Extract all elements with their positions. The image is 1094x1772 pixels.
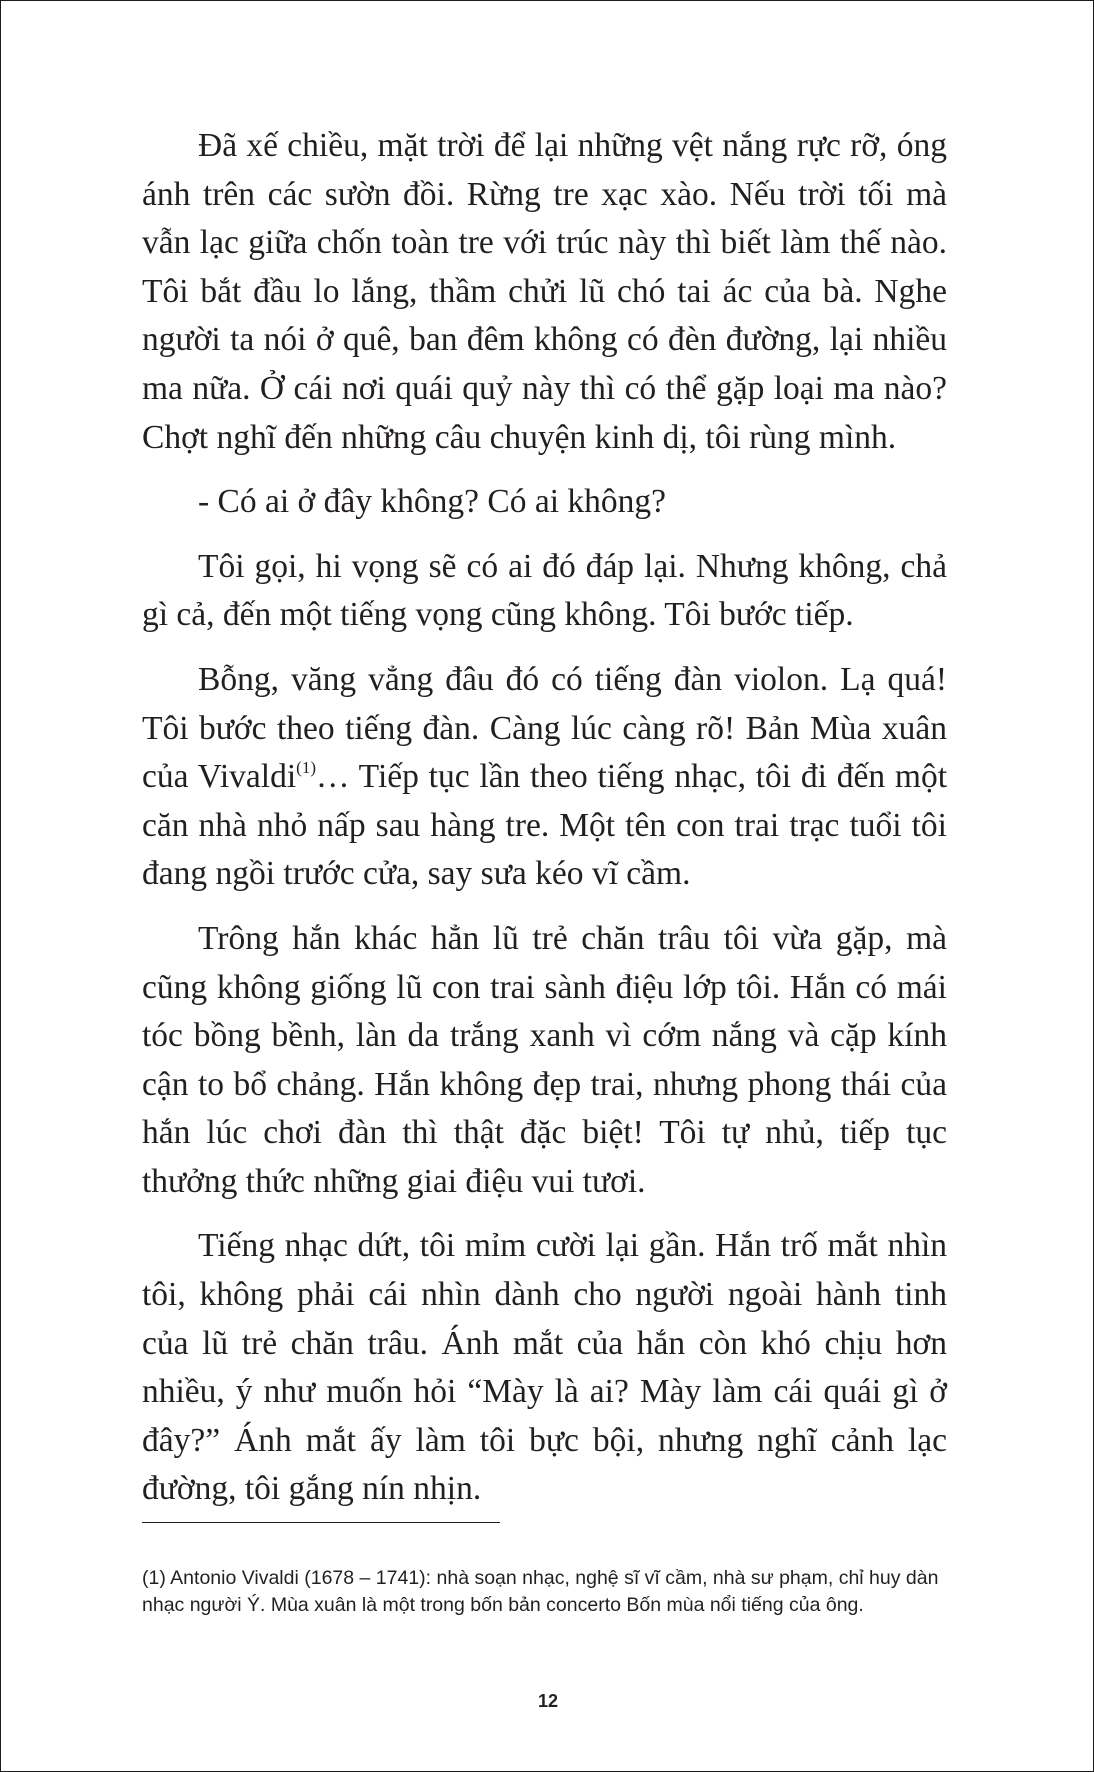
paragraph-4-text-after-note: … Tiếp tục lần theo tiếng nhạc, tôi đi đến một căn nhà nhỏ nấp sau hàng tre. Một tên con trai trạc tuổi tôi đang ngồi trước cửa, say sưa kéo vĩ cầm.	[142, 758, 948, 893]
paragraph-2-dialogue: - Có ai ở đây không? Có ai không?	[198, 483, 667, 521]
paragraph-6: Tiếng nhạc dứt, tôi mỉm cười lại gần. Hắn trố mắt nhìn tôi, không phải cái nhìn dành cho người ngoài hành tinh của lũ trẻ chăn trâu. Ánh mắt của hắn còn khó chịu hơn nhiều, ý như muốn hỏi “Mày là ai? Mày làm cái quái gì ở đây?” Ánh mắt ấy làm tôi bực bội, nhưng nghĩ cảnh lạc đường, tôi gắng nín nhịn.	[142, 1227, 947, 1508]
paragraph-4	[142, 656, 947, 899]
footnote: (1) Antonio Vivaldi (1678 – 1741): nhà soạn nhạc, nghệ sĩ vĩ cầm, nhà sư phạm, chỉ huy dàn nhạc người Ý. Mùa xuân là một trong bốn bản concerto Bốn mùa nổi tiếng của ông.	[142, 1567, 939, 1616]
footnote-reference: (1)	[296, 758, 316, 778]
page-number: 12	[537, 1691, 559, 1711]
paragraph-4-text-before-note: Bỗng, văng vẳng đâu đó có tiếng đàn violon. Lạ quá! Tôi bước theo tiếng đàn. Càng lúc càng rõ! Bản Mùa xuân của Vivaldi	[142, 660, 947, 796]
footnote-divider	[142, 1522, 500, 1523]
paragraph-1: Đã xế chiều, mặt trời để lại những vệt nắng rực rỡ, óng ánh trên các sườn đồi. Rừng tre xạc xào. Nếu trời tối mà vẫn lạc giữa chốn toàn tre với trúc này thì biết làm thế nào. Tôi bắt đầu lo lắng, thầm chửi lũ chó tai ác của bà. Nghe người ta nói ở quê, ban đêm không có đèn đường, lại nhiều ma nữa. Ở cái nơi quái quỷ này thì có thể gặp loại ma nào? Chợt nghĩ đến những câu chuyện kinh dị, tôi rùng mình.	[142, 127, 947, 456]
body-text	[142, 122, 947, 1530]
paragraph-3: Tôi gọi, hi vọng sẽ có ai đó đáp lại. Nhưng không, chả gì cả, đến một tiếng vọng cũng không. Tôi bước tiếp.	[142, 547, 947, 634]
paragraph-5: Trông hắn khác hẳn lũ trẻ chăn trâu tôi vừa gặp, mà cũng không giống lũ con trai sành điệu lớp tôi. Hắn có mái tóc bồng bềnh, làn da trắng xanh vì cớm nắng và cặp kính cận to bổ chảng. Hắn không đẹp trai, nhưng phong thái của hắn lúc chơi đàn thì thật đặc biệt! Tôi tự nhủ, tiếp tục thưởng thức những giai điệu vui tươi.	[142, 919, 947, 1200]
